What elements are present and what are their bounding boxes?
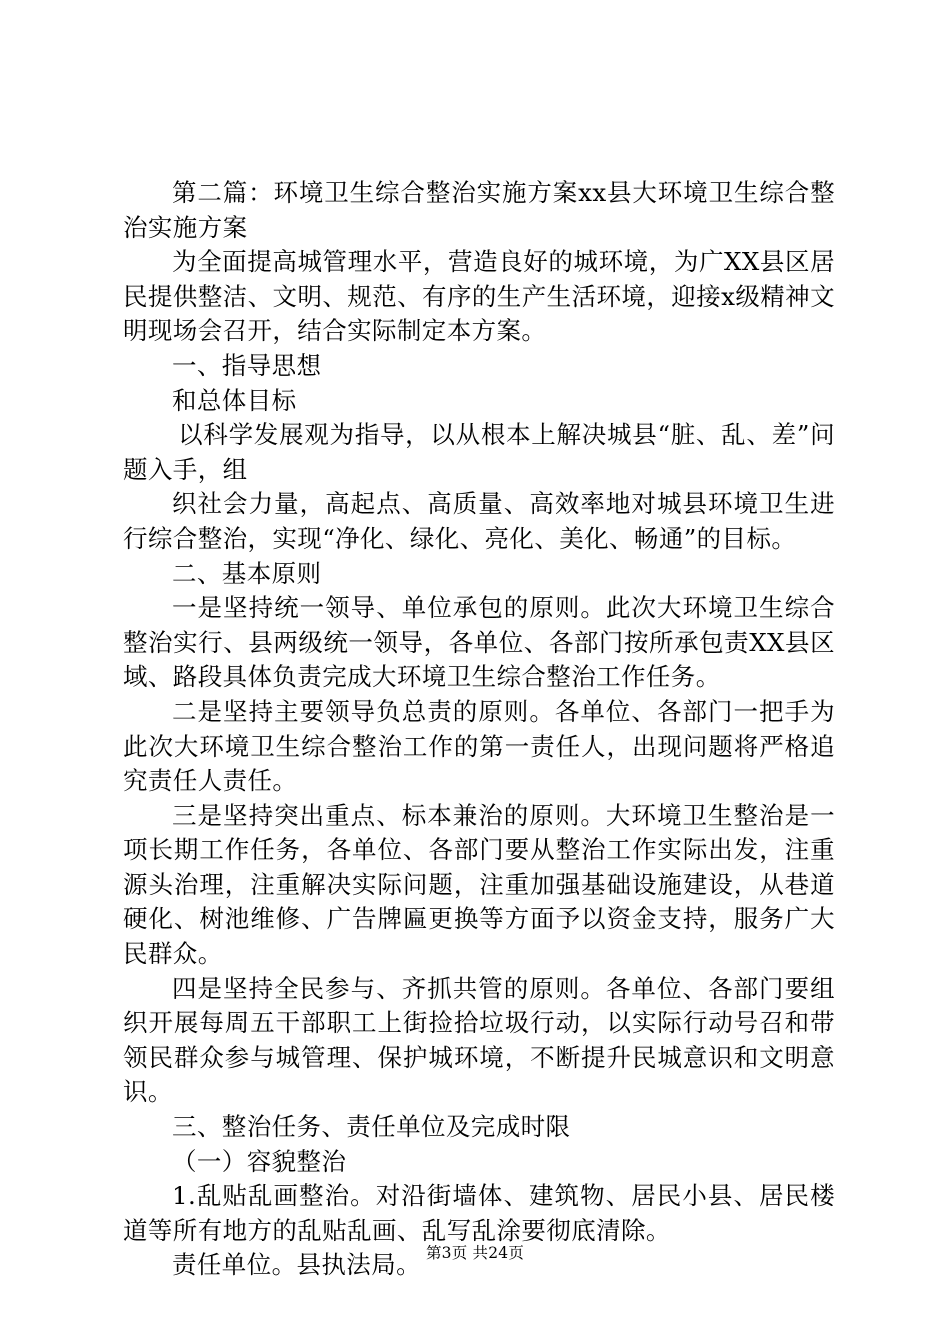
task-paragraph-1: 1.乱贴乱画整治。对沿街墙体、建筑物、居民小县、居民楼道等所有地方的乱贴乱画、乱写乱涂要彻底清除。 (123, 1181, 835, 1245)
section-title: 第二篇：环境卫生综合整治实施方案xx县大环境卫生综合整治实施方案 (123, 178, 835, 242)
guiding-paragraph-part2: 织社会力量，高起点、高质量、高效率地对城县环境卫生进行综合整治，实现“净化、绿化、亮化、美化、畅通”的目标。 (123, 489, 835, 553)
document-body (123, 176, 835, 1283)
guiding-paragraph-part1: 以科学发展观为指导，以从根本上解决城县“脏、乱、差”问题入手，组 (123, 420, 835, 484)
heading-basic-principles: 二、基本原则 (172, 558, 322, 588)
responsible-unit-line: 责任单位。县执法局。 (172, 1250, 421, 1280)
heading-tasks: 三、整治任务、责任单位及完成时限 (172, 1112, 571, 1142)
principle-paragraph-3: 三是坚持突出重点、标本兼治的原则。大环境卫生整治是一项长期工作任务，各单位、各部门要从整治工作实际出发，注重源头治理，注重解决实际问题，注重加强基础设施建设，从巷道硬化、树池维修、广告牌匾更换等方面予以资金支持，服务广大民群众。 (123, 800, 835, 969)
principle-paragraph-2: 二是坚持主要领导负总责的原则。各单位、各部门一把手为此次大环境卫生综合整治工作的第一责任人，出现问题将严格追究责任人责任。 (123, 696, 835, 796)
heading-guiding-thought: 一、指导思想 (172, 350, 322, 380)
heading-overall-goal: 和总体目标 (172, 385, 297, 415)
principle-paragraph-1: 一是坚持统一领导、单位承包的原则。此次大环境卫生综合整治实行、县两级统一领导，各单位、各部门按所承包责XX县区域、路段具体负责完成大环境卫生综合整治工作任务。 (123, 593, 835, 692)
heading-appearance-rectification: （一）容貌整治 (172, 1146, 347, 1176)
intro-paragraph: 为全面提高城管理水平，营造良好的城环境，为广XX县区居民提供整洁、文明、规范、有序的生产生活环境，迎接x级精神文明现场会召开，结合实际制定本方案。 (123, 247, 835, 346)
page-number-footer: 第3页 共24页 (425, 1244, 525, 1262)
principle-paragraph-4: 四是坚持全民参与、齐抓共管的原则。各单位、各部门要组织开展每周五干部职工上街捡拾垃圾行动，以实际行动号召和带领民群众参与城管理、保护城环境，不断提升民城意识和文明意识。 (123, 973, 835, 1107)
